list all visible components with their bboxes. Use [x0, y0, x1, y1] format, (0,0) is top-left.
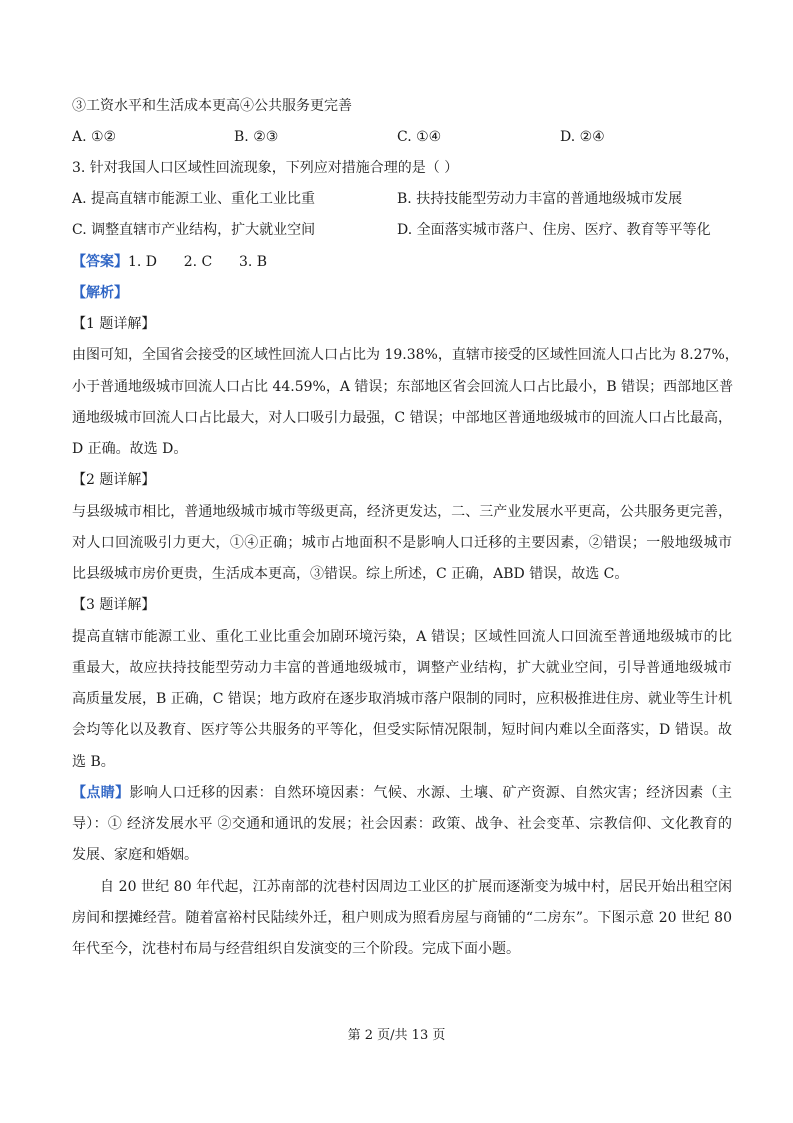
page-footer: 第 2 页/共 13 页 — [347, 1028, 446, 1043]
tip-tag: 【点睛】 — [72, 785, 130, 801]
q2-option-a: A. ①② — [72, 129, 117, 145]
option-line-3-4: ③工资水平和生活成本更高④公共服务更完善 — [72, 98, 352, 114]
detail3-text-4: 会均等化以及教育、医疗等公共服务的平等化，但受实际情况限制，短时间内难以全面落实，D 错误。故 — [72, 722, 732, 738]
detail2-heading: 【2 题详解】 — [72, 472, 156, 488]
detail1-heading: 【1 题详解】 — [72, 316, 156, 332]
answer-line — [72, 252, 732, 272]
detail3-text-3: 高质量发展，B 正确，C 错误；地方政府在逐步取消城市落户限制的同时，应积极推进住房、就业等生计机 — [72, 691, 732, 707]
detail3-heading: 【3 题详解】 — [72, 597, 156, 613]
detail1-text-4: D 正确。故选 D。 — [72, 441, 188, 457]
answer-text: 1. D 2. C 3. B — [128, 254, 268, 270]
question-3: 3. 针对我国人口区域性回流现象，下列应对措施合理的是（ ） — [72, 160, 459, 176]
detail2-text-3: 比县级城市房价更贵，生活成本更高，③错误。综上所述，C 正确，ABD 错误，故选 C。 — [72, 566, 629, 582]
q3-option-c: C. 调整直辖市产业结构，扩大就业空间 — [72, 222, 316, 238]
q2-option-d: D. ②④ — [560, 129, 605, 145]
detail1-text-1: 由图可知，全国省会接受的区域性回流人口占比为 19.38%，直辖市接受的区域性回流人口占比为 8.27%， — [72, 347, 739, 363]
answer-tag: 【答案】 — [72, 254, 128, 270]
tip-line-1: 【点睛】影响人口迁移的因素：自然环境因素：气候、水源、土壤、矿产资源、自然灾害；经济因素（主 — [72, 785, 733, 801]
q3-option-b: B. 扶持技能型劳动力丰富的普通地级城市发展 — [397, 191, 683, 207]
tip-line-2: 导）：① 经济发展水平 ②交通和通讯的发展；社会因素：政策、战争、社会变革、宗教信仰、文化教育的 — [72, 816, 732, 832]
tip-line-3: 发展、家庭和婚姻。 — [72, 847, 198, 863]
detail3-text-5: 选 B。 — [72, 754, 115, 770]
passage-line-1: 自 20 世纪 80 年代起，江苏南部的沈巷村因周边工业区的扩展而逐渐变为城中村，居民开始出租空闲 — [100, 879, 732, 895]
q3-option-a: A. 提高直辖市能源工业、重化工业比重 — [72, 191, 316, 207]
detail2-text-2: 对人口回流吸引力更大，①④正确；城市占地面积不是影响人口迁移的主要因素，②错误；一般地级城市 — [72, 535, 732, 551]
detail3-text-1: 提高直辖市能源工业、重化工业比重会加剧环境污染，A 错误；区域性回流人口回流至普通地级城市的比 — [72, 629, 732, 645]
detail3-text-2: 重最大，故应扶持技能型劳动力丰富的普通地级城市，调整产业结构，扩大就业空间，引导普通地级城市 — [72, 660, 732, 676]
detail2-text-1: 与县级城市相比，普通地级城市城市等级更高，经济更发达，二、三产业发展水平更高，公共服务更完善， — [72, 504, 732, 520]
detail1-text-2: 小于普通地级城市回流人口占比 44.59%，A 错误；东部地区省会回流人口占比最小，B 错误；西部地区普 — [72, 379, 734, 395]
q2-option-c: C. ①④ — [397, 129, 442, 145]
q2-option-b: B. ②③ — [234, 129, 279, 145]
passage-line-2: 房间和摆摊经营。随着富裕村民陆续外迁，租户则成为照看房屋与商铺的“二房东”。下图示意 20 世纪 80 — [72, 910, 732, 926]
detail1-text-3: 通地级城市回流人口占比最大，对人口吸引力最强，C 错误；中部地区普通地级城市的回流人口占比最高， — [72, 410, 732, 426]
q3-option-d: D. 全面落实城市落户、住房、医疗、教育等平等化 — [397, 222, 711, 238]
passage-line-3: 年代至今，沈巷村布局与经营组织自发演变的三个阶段。完成下面小题。 — [72, 941, 520, 957]
analysis-tag: 【解析】 — [72, 285, 128, 301]
